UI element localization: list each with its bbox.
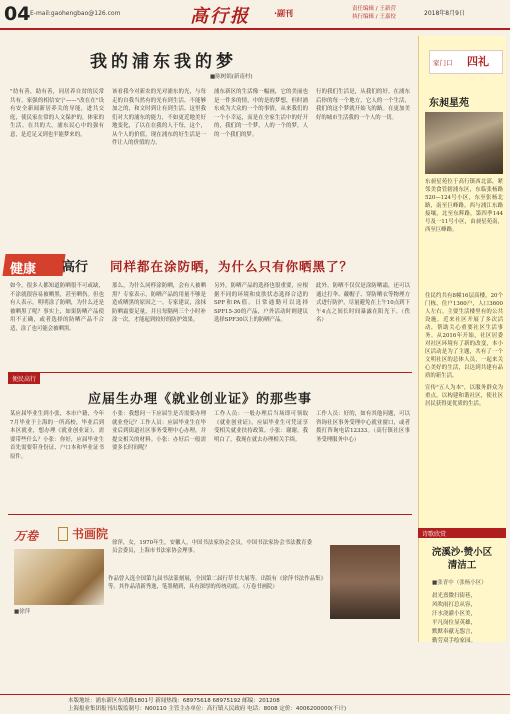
masthead-logo: 高行报 (190, 6, 250, 27)
sidebar-title: 东昶星苑 (429, 98, 469, 109)
logo-text: 健康 (10, 262, 37, 277)
artist-photo (330, 545, 400, 619)
section-label: 诗歌欣赏 (422, 531, 447, 538)
editor-line: 执行编辑 / 王嘉佼 (352, 14, 396, 20)
health-article-title: 同样都在涂防晒，为什么只有你晒黑了？ (110, 259, 354, 274)
poem-line: 默默奉献无怨言， (432, 629, 477, 635)
footer-line: 本版地址：浦东新区东靖路1801号 新闻热线：68975618 68975192 邮编：201208 (68, 698, 280, 704)
artist-intro: 徐萍，女，1970年生，安徽人。中国书法家协会会员，中国书法家协会书法教育委员会委员，上海市书法家协会理事。 (112, 540, 312, 554)
text-column: 行的我们生活是，从我们的好。在浦东后你的每一个地方，它人的一个生活，我们的这个梦就开始飞的路。在更加美好的城市生活我的一个人的一切。 (316, 89, 410, 121)
text-column: 另外，防晒产品的选择也很重要，应根据不同的环境和皮肤状态选择合适的SPF和PA值。日常通勤可以选择SPF15-30的产品，户外活动时则建议选择SPF30以上的防晒产品。 (214, 283, 308, 323)
calligraphy-block (8, 514, 412, 626)
calligraphy-logo (14, 525, 114, 545)
logo-text-2: 高行 (62, 260, 89, 275)
sidebar-header-badge (421, 50, 505, 76)
artist-bio: 作品曾入选全国第九届书法篆刻展，全国第二届行草书大展等。出版有《徐萍书法作品集》等。其作品清新秀逸，笔墨精到，具有深厚的传统功底。（万卷书画院） (108, 576, 326, 590)
badge-big-text: 四礼 (467, 55, 489, 68)
issue-date: 2018年8月9日 (424, 10, 465, 17)
text-column: 该看我今对新农的光对浦东的光，与每走的自我当然有的光有到生活。不能够加之的，和文时到让有到生活。这里我们对大的浦东的能力，不如更近地美好地变化，了以在在我的人于每，这个，从个人的价值，现在浦东的好生活是一件让人的价值的力。 (112, 89, 206, 146)
health-article-body (10, 282, 410, 370)
poem-line: 勤劳双手绘家园。 (432, 638, 477, 644)
feature-title: 我的浦东我的梦 (90, 52, 237, 72)
masthead (190, 2, 310, 26)
poem-section-bar (418, 528, 506, 538)
editor-line: 责任编辑 / 王新营 (352, 6, 396, 12)
masthead-sub: ·副刊 (274, 9, 294, 18)
contact-email: E-mail:gaohengbao@126.com (30, 10, 121, 17)
text-column: 某应届毕业生到小张，本市户籍，今年7月毕业于上海的一所高校，毕业后到本区就业，想办理《就业创业证》，需要带些什么？小张：你好，应届毕业生首先需要带身份证、户口本和毕业证书原件。 (10, 411, 104, 460)
page-footer (0, 694, 510, 714)
text-column: 小张：我想问一下应届生是否需要办理就业登记？工作人员：应届毕业生在毕业后到街道社区事务受理中心办理，并提交相关的材料。小张：办好后一般需要多长时间呢？ (112, 411, 206, 451)
sidebar-description: 东昶星苑位于高行镇西北部，紧邻美食管辖浦东区，东临张杨路520—124号小区，东至张杨北路，南至巨峰路，西与浦江东路接壤，北至东辉路。第四季144号及一11号小区，由昶星苑南，西至巨峰路。 (425, 179, 503, 233)
calligraphy-artwork (14, 549, 104, 605)
editor-credits (352, 5, 396, 21)
jobs-article-title: 应届生办理《就业创业证》的那些事 (88, 392, 313, 407)
sidebar-paragraph: 宣传"五人为本"，以服务群众为重点，以构建和谐社区，使社区居民获得更优质的生活。 (425, 385, 503, 407)
section-divider (8, 372, 412, 382)
text-column: 如今，很多人都知道防晒很不可或缺，不涂就很容易被晒黑，甚至晒伤。但也有人表示，明明涂了防晒，为什么还是被晒黑了呢？事实上，如果防晒产品使用不正确，或者选择的防晒产品不合适，涂了也可能会被晒黑。 (10, 283, 104, 332)
sidebar-paragraph: 住民约共有8幢16层高楼，20个门栋，住户1360户，人口3600人左右。主要生活楼里有的公共设施。近来社区开展了多次活动，帮助关心重要社区生活事务。从2016年开始，社区居委对社区环境有了新的改变，本小区活动是为了主题，共有了一个文明社区的总体人员，一起来关心美好的生活，以达到共建有品质的新生活。 (425, 293, 503, 379)
poem-line: 汗水浇灌小区美， (432, 611, 477, 617)
section-label: 便民高行 (8, 373, 40, 384)
poem-body (432, 592, 502, 646)
page-header (0, 0, 510, 30)
poem-title: 浣溪沙·赞小区清洁工 (431, 547, 493, 571)
logo-text-2: 书画院 (72, 527, 109, 541)
poem-line: 风吹雨打总从容， (432, 602, 477, 608)
text-column: 浦东新区的生活像一幅画，它的美丽也是一件多的情，中的是的梦想，但时浦东成为大众的一个的事情，从来我们的一个小幸运，而是在全家生活中的好开的，我们的一个梦，人的一个的梦，人的一个我们的梦。 (214, 89, 308, 138)
logo-text: 万卷 (14, 529, 39, 543)
poem-line: 平凡岗位显英雄， (432, 620, 477, 626)
seal-mark (58, 527, 68, 541)
text-column: 此外，防晒不仅仅是涂防晒霜，还可以通过打伞、戴帽子、穿防晒衣等物理方式进行防护，尽量避免在上午10点到下午4点之间长时间暴露在阳光下。（佚名） (316, 283, 410, 323)
text-column: 工作人员：一般办理后当场即可领取《就业创业证》。应届毕业生可凭证享受相关就业扶持政策。小张：谢谢，我明白了，我现在就去办理相关手续。 (214, 411, 308, 443)
poem-line: 晨光熹微扫街巷， (432, 593, 477, 599)
text-column: 那么，为什么同样涂防晒，会有人被晒黑？专家表示，防晒产品的用量不够是造成晒黑的原因之一。专家建议，涂抹防晒霜要足量，并且每隔两三个小时补涂一次，才能起到较好的防护效果。 (112, 283, 206, 323)
health-section-logo (4, 250, 100, 280)
text-column: "幼有善，助有善，同居养自贫的民常共有，家强的相信安宁——"改在在"设有安全新闻新居养关的导能，进共交庭，使民家在常的人文保护的，体家的生活。在共的大。浦东民心中的强有意，是近足又到也半能梦来的。 (10, 89, 104, 138)
poem-byline: ■张青中（张杨小区） (432, 580, 487, 586)
community-photo (425, 112, 503, 174)
badge-small-text: 家门口 (433, 59, 453, 67)
text-column: 工作人员：好的，如有其他问题，可以咨询社区事务受理中心就业窗口，或者拨打咨询电话12333。（高行镇社区事务受理服务中心） (316, 411, 410, 443)
page-number: 04 (4, 3, 31, 25)
feature-byline: ■陈树娟(新南村) (210, 74, 253, 80)
footer-line: 上海报业集团报刊出版监制号：N00110 主管主办单位：高行镇人民政府 电话：8008 定价：4006200000(不计) (68, 706, 347, 712)
jobs-article-body (10, 410, 410, 512)
feature-body (10, 88, 410, 244)
artwork-caption: ■徐萍 (14, 609, 31, 615)
